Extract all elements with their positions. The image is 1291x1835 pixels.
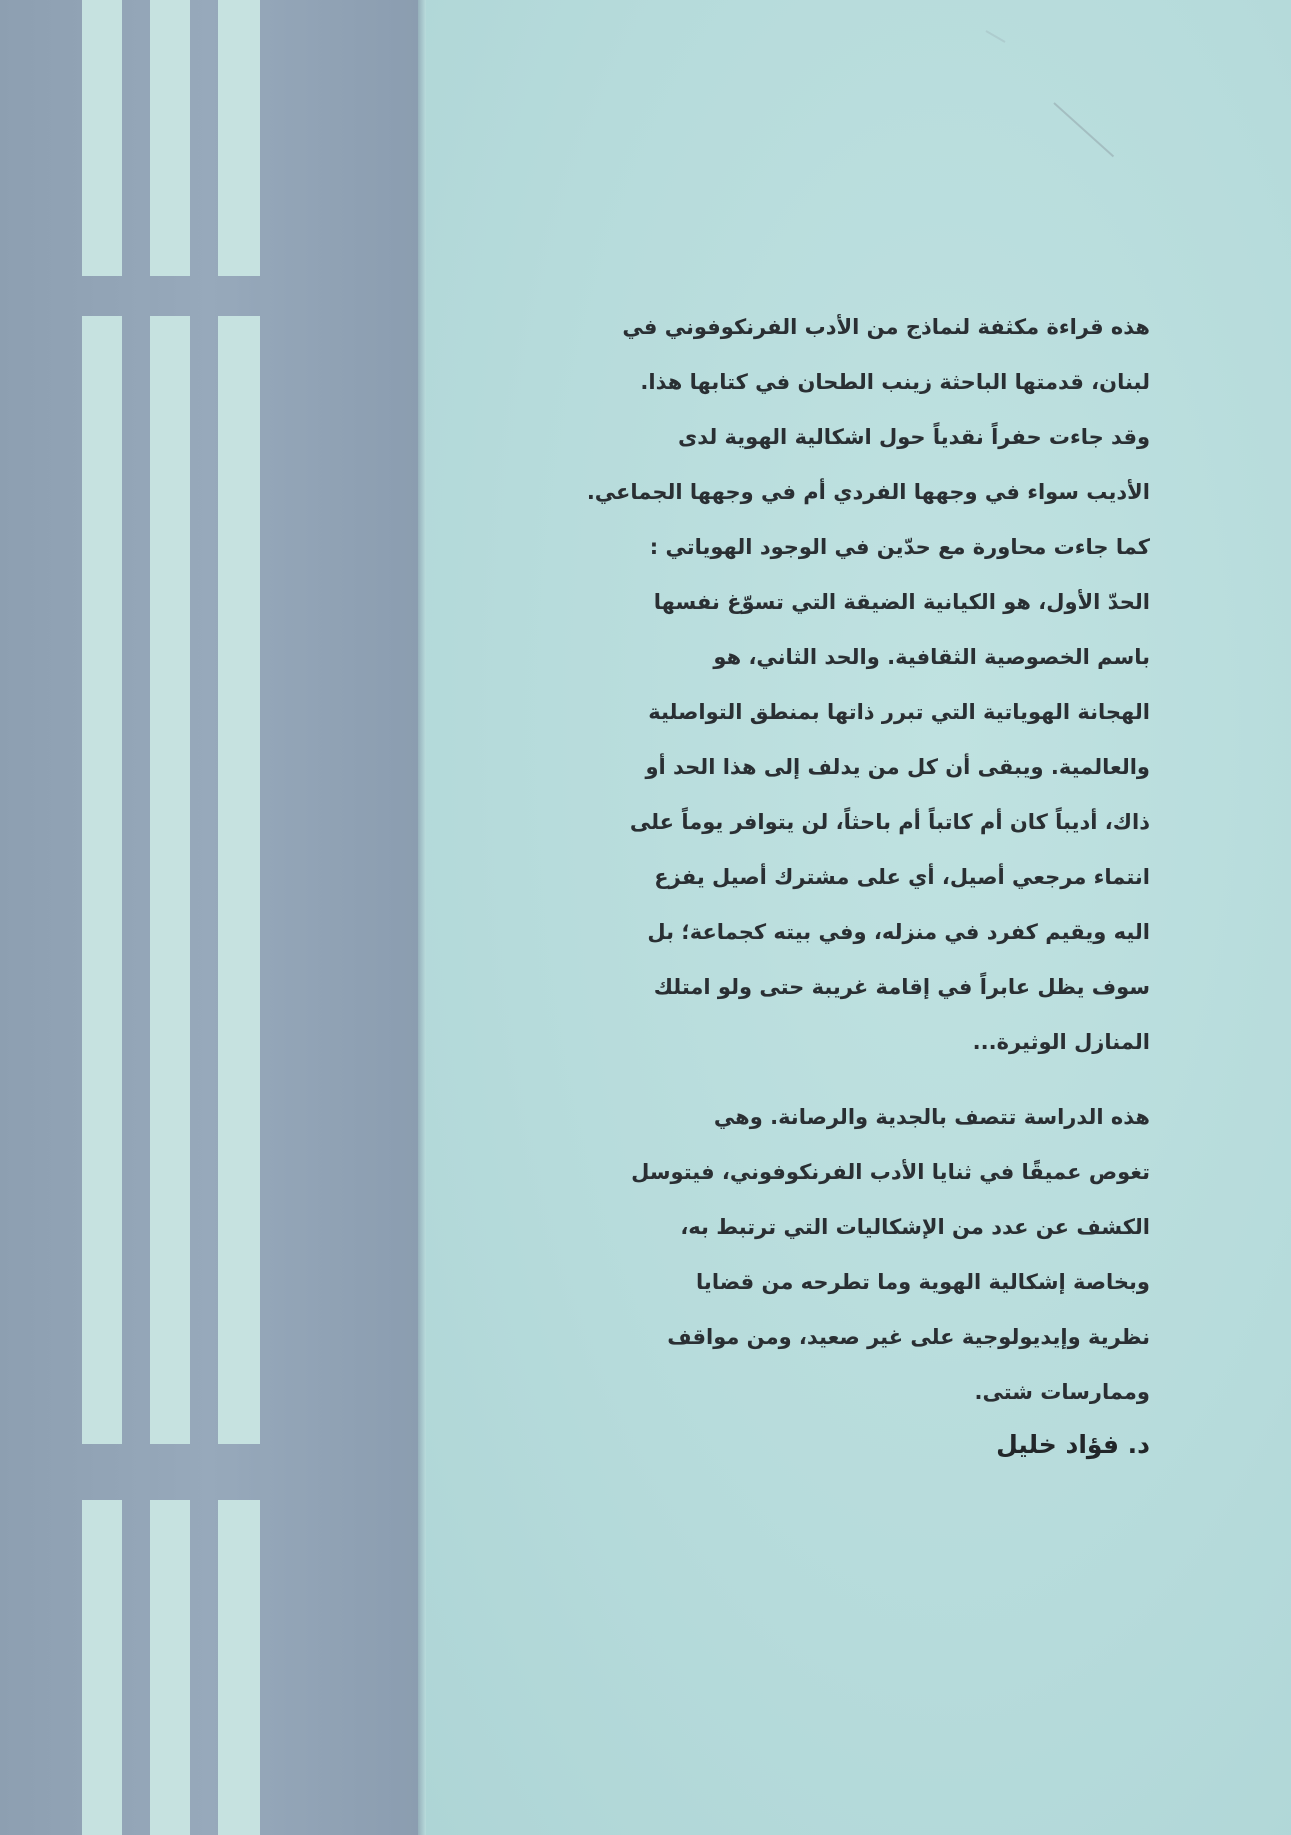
stripe bbox=[150, 316, 190, 1444]
text-line: وقد جاءت حفراً نقدياً حول اشكالية الهوية لدى bbox=[677, 425, 1150, 449]
text-line: الحدّ الأول، هو الكيانية الضيقة التي تسوّغ نفسها bbox=[653, 590, 1150, 614]
text-line: هذه قراءة مكثفة لنماذج من الأدب الفرنكوفوني في bbox=[622, 315, 1150, 339]
text-line: والعالمية. ويبقى أن كل من يدلف إلى هذا الحد أو bbox=[645, 755, 1150, 779]
stripe bbox=[218, 1500, 260, 1835]
author-signature: د. فؤاد خليل bbox=[996, 1430, 1150, 1459]
text-line: هذه الدراسة تتصف بالجدية والرصانة. وهي bbox=[713, 1105, 1150, 1129]
text-line: تغوص عميقًا في ثنايا الأدب الفرنكوفوني، فيتوسل bbox=[631, 1160, 1150, 1184]
stripe bbox=[82, 0, 122, 276]
text-line: اليه ويقيم كفرد في منزله، وفي بيته كجماعة؛ بل bbox=[647, 920, 1150, 944]
stripe bbox=[82, 1500, 122, 1835]
text-line: وممارسات شتى. bbox=[974, 1380, 1150, 1404]
spine-shadow bbox=[418, 0, 426, 1835]
text-line: نظرية وإيديولوجية على غير صعيد، ومن مواقف bbox=[667, 1325, 1150, 1349]
text-line: باسم الخصوصية الثقافية. والحد الثاني، هو bbox=[713, 645, 1150, 669]
text-line: لبنان، قدمتها الباحثة زينب الطحان في كتابها هذا. bbox=[640, 370, 1150, 394]
text-line: وبخاصة إشكالية الهوية وما تطرحه من قضايا bbox=[696, 1270, 1150, 1294]
spine-band bbox=[0, 0, 418, 1835]
stripe bbox=[150, 0, 190, 276]
text-line: ذاك، أديباً كان أم كاتباً أم باحثاً، لن يتوافر يوماً على bbox=[629, 810, 1150, 834]
stripe bbox=[218, 316, 260, 1444]
stripe bbox=[150, 1500, 190, 1835]
text-line: الأديب سواء في وجهها الفردي أم في وجهها الجماعي. bbox=[586, 480, 1150, 504]
text-line: الهجانة الهوياتية التي تبرر ذاتها بمنطق التواصلية bbox=[648, 700, 1150, 724]
blurb-paragraph-2 bbox=[565, 1090, 1150, 1420]
stripe bbox=[218, 0, 260, 276]
text-line: سوف يظل عابراً في إقامة غريبة حتى ولو امتلك bbox=[653, 975, 1150, 999]
text-line: الكشف عن عدد من الإشكاليات التي ترتبط به، bbox=[680, 1215, 1150, 1239]
blurb-paragraph-1 bbox=[565, 300, 1150, 1070]
surface-scratch bbox=[1053, 102, 1114, 157]
text-line: كما جاءت محاورة مع حدّين في الوجود الهوياتي : bbox=[649, 535, 1150, 559]
text-line: انتماء مرجعي أصيل، أي على مشترك أصيل يفزع bbox=[654, 865, 1150, 889]
surface-scratch bbox=[986, 30, 1006, 43]
stripe bbox=[82, 316, 122, 1444]
text-line: المنازل الوثيرة... bbox=[972, 1030, 1150, 1054]
